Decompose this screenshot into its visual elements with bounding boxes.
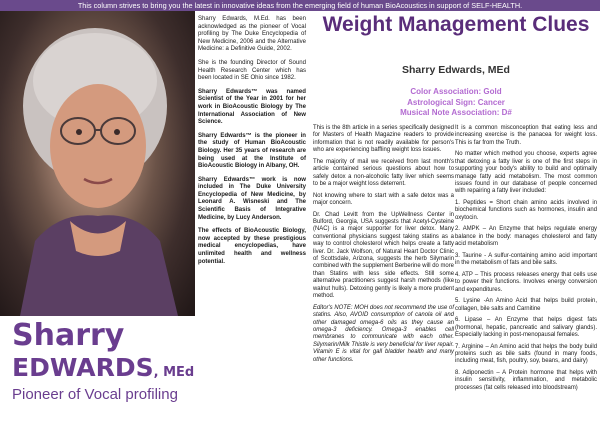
bio-column [198, 16, 306, 272]
editor-note: Editor's NOTE: MOH does not recommend the use of statins. Also, AVOID consumption of canola oil and other damaged omega-6 oils as they cause an omega-3 deficiency. Omega-3 enables cell membranes to communicate with each other. Silymarin/Milk Thistle is very beneficial for liver repair. Vitamin E is vital for gall bladder health and many other functions. [313, 304, 454, 363]
bio-paragraph: Sharry Edwards, M.Ed. has been acknowledged as the pioneer of Vocal profiling by The Duke Encyclopedia of New Medicine, 2006 and the Alternative Medicine: a Definitive Guide, 2002. [198, 16, 306, 53]
musical-note: Musical Note Association: D# [400, 108, 512, 117]
author-first-name: Sharry [12, 318, 125, 353]
author-suffix: , MEd [153, 365, 195, 380]
article-byline: Sharry Edwards, MEd [402, 64, 510, 76]
portrait-illustration [0, 11, 195, 316]
bio-paragraph: Sharry Edwards™ was named Scientist of the Year in 2001 for her work in BioAcoustic Biology by The International Association of New Science. [198, 88, 306, 126]
list-item: 8. Adiponectin – A Protein hormone that helps with insulin sensitivity, inflammation, and metabolic processes (fat cells released into bloodstream) [455, 370, 597, 391]
name-block [0, 318, 195, 424]
article-paragraph: This is the 8th article in a series specifically designed for Masters of Health Magazine readers to provide information that is not readily available for person's who are experiencing baffling weight loss issues. [313, 125, 454, 154]
astrological-sign: Astrological Sign: Cancer [407, 97, 505, 107]
color-association: Color Association: Gold [410, 87, 502, 96]
article-paragraph: Dr. Chad Levitt from the UpWellness Center in Bulford, Georgia, USA suggests that Acetyl-Cysteine (NAC) is a major supporter for liver detox. Many conventional physicians suggest taking statins as a way to control cholesterol which helps create a fatty liver. Dr. Jack Wolfson, of Natural Heart Doctor Clinic of Scottsdale, Arizona, suggests the herb Silymarin combined with the supplement Berberine will do more than Statins with less side effects. Still some alternative practitioners suggest harsh methods (like walnut hulls). Detoxing gently is likely a more prudent method. [313, 211, 454, 300]
article-paragraph: Not knowing where to start with a safe detox was a major concern. [313, 192, 454, 207]
bio-paragraph: Sharry Edwards™ is the pioneer in the study of Human BioAcoustic Biology. Her 35 years of research are being used at the Institute of BioAcoustic Biology in Albany, OH. [198, 132, 306, 170]
associations [312, 87, 600, 119]
bio-paragraph: Sharry Edwards™ work is now included in The Duke University Encyclopedia of New Medicine, by Leonard A. Wisneski and The Scientific Basis of Integrative Medicine, by Lucy Anderson. [198, 176, 306, 221]
article-paragraph: The majority of mail we received from last month's article contained serious questions about how to safely detox a non-alcoholic fatty liver which seems to be a major weight loss deterrent. [313, 158, 454, 188]
list-item: 2. AMPK – An Enzyme that helps regulate energy balance in the body: manages cholesterol and fatty acid metabolism [455, 226, 597, 248]
bio-paragraph: She is the founding Director of Sound Health Research Center which has been located in SE Ohio since 1982. [198, 59, 306, 82]
author-last-name [12, 353, 194, 382]
article-column-1 [313, 125, 454, 368]
list-item: 6. Lipase – An Enzyme that helps digest fats (hormonal, hepatic, pancreatic and salivary glands). Especially lacking in post-menopausal females. [455, 317, 597, 339]
article-paragraph: No matter which method you choose, experts agree that detoxing a fatty liver is one of the first steps in supporting your body's ability to build and optimally manage fatty acid metabolism. The most common issues found in our database of people concerned with repairing a fatty liver included: [455, 151, 597, 195]
article-column-2 [455, 125, 597, 396]
portrait-photo [0, 11, 195, 316]
author-last-name-text: EDWARDS [12, 353, 154, 382]
list-item: 3. Taurine - A sulfur-containing amino acid important in the metabolism of fats and bile salts. [455, 252, 597, 267]
list-item: 7. Arginine – An Amino acid that helps the body build proteins such as bile salts (found in many foods, including meat, fish, poultry, soy, beans, and dairy) [455, 343, 597, 365]
article-paragraph: It is a common misconception that eating less and increasing exercise is the panacea for weight loss. This is far from the Truth. [455, 125, 597, 146]
list-item: 4. ATP – This process releases energy that cells use to power their functions. Involves energy conversion and expenditures. [455, 271, 597, 293]
author-tagline: Pioneer of Vocal profiling [12, 386, 178, 403]
article-title: Weight Management Clues [322, 13, 590, 36]
list-item: 1. Peptides = Short chain amino acids involved in biochemical functions such as hormones, insulin and oxytocin. [455, 200, 597, 221]
list-item: 5. Lysine -An Amino Acid that helps build protein, collagen, bile salts and Carnitine [455, 298, 597, 312]
bio-paragraph: The effects of BioAcoustic Biology, now accepted by these prestigious medical encyclopedias, have unlimited health and wellness potential. [198, 228, 306, 265]
top-banner: This column strives to bring you the latest in innovative ideas from the emerging field of human BioAcoustics in support of SELF-HEALTH. [0, 0, 600, 11]
